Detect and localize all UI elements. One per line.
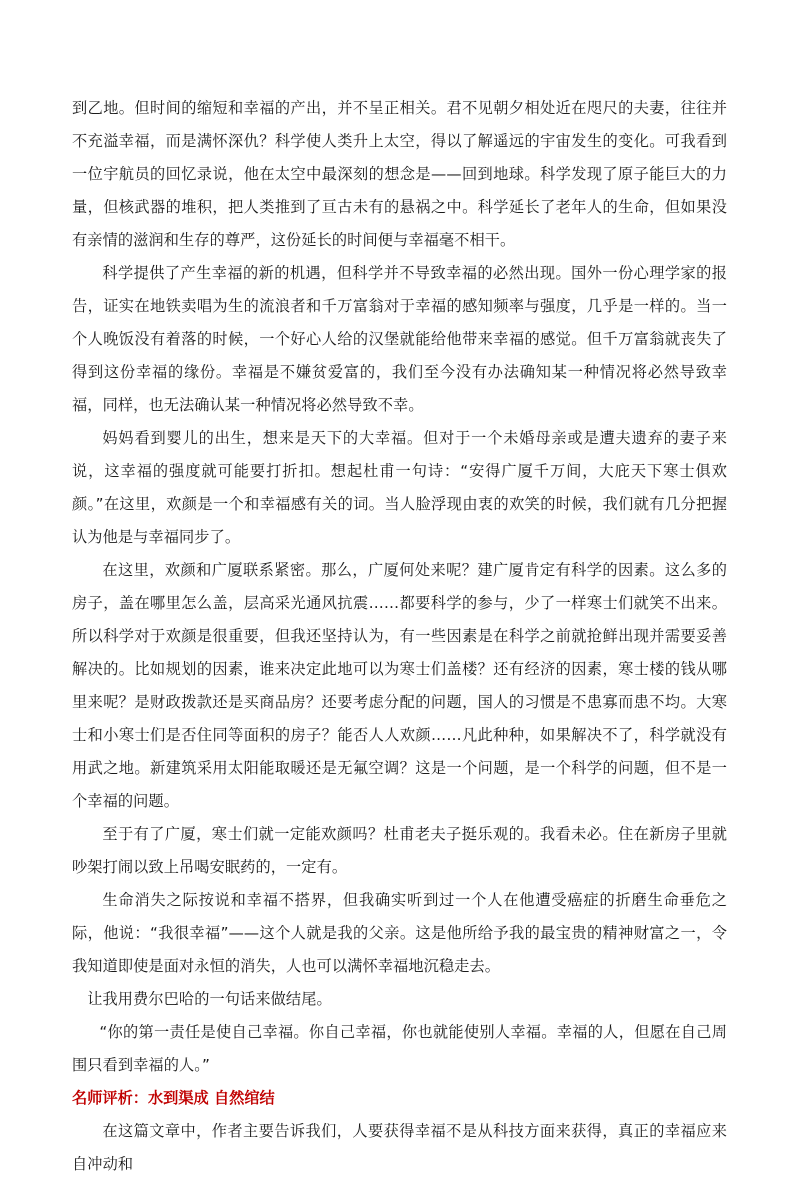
paragraph-science-opportunity: 科学提供了产生幸福的新的机遇，但科学并不导致幸福的必然出现。国外一份心理学家的报告，证实在地铁卖唱为生的流浪者和千万富翁对于幸福的感知频率与强度，几乎是一样的。当一个人晚饭没有着落的时候，一个好心人给的汉堡就能给他带来幸福的感觉。但千万富翁就丧失了得到这份幸福的缘份。幸福是不嫌贫爱富的，我们至今没有办法确知某一种情况将必然导致幸福，同样，也无法确认某一种情况将必然导致不幸。: [72, 264, 727, 414]
paragraph-new-house: 至于有了广厦，寒士们就一定能欢颜吗？杜甫老夫子挺乐观的。我看未必。住在新房子里就吵架打闹以致上吊喝安眠药的，一定有。: [72, 825, 727, 876]
critic-heading: 名师评析：水到渠成 自然绾结: [72, 1089, 275, 1107]
paragraph-continuation: 到乙地。但时间的缩短和幸福的产出，并不呈正相关。君不见朝夕相处近在咫尺的夫妻，往往并不充溢幸福，而是满怀深仇？科学使人类升上太空，得以了解遥远的宇宙发生的变化。可我看到一位宇航员的回忆录说，他在太空中最深刻的想念是——回到地球。科学发现了原子能巨大的力量，但核武器的堆积，把人类推到了亘古未有的悬祸之中。科学延长了老年人的生命，但如果没有亲情的滋润和生存的尊严，这份延长的时间便与幸福毫不相干。: [72, 99, 727, 249]
paragraph-father: 生命消失之际按说和幸福不搭界，但我确实听到过一个人在他遭受癌症的折磨生命垂危之际，他说：“我很幸福”——这个人就是我的父亲。这是他所给予我的最宝贵的精神财富之一，令我知道即使是面对永恒的消失，人也可以满怀幸福地沉稳走去。: [72, 891, 727, 975]
paragraph-ending-intro: 让我用费尔巴哈的一句话来做结尾。: [87, 990, 332, 1008]
paragraph-guangsha: 在这里，欢颜和广厦联系紧密。那么，广厦何处来呢？建广厦肯定有科学的因素。这么多的房子，盖在哪里怎么盖，层高采光通风抗震……都要科学的参与，少了一样寒士们就笑不出来。所以科学对于欢颜是很重要，但我还坚持认为，有一些因素是在科学之前就抢鲜出现并需要妥善解决的。比如规划的因素，谁来决定此地可以为寒士们盖楼？还有经济的因素，寒士楼的钱从哪里来呢？是财政拨款还是买商品房？还要考虑分配的问题，国人的习惯是不患寡而患不均。大寒士和小寒士们是否住同等面积的房子？能否人人欢颜……凡此种种，如果解决不了，科学就没有用武之地。新建筑采用太阳能取暖还是无氟空调？这是一个问题，是一个科学的问题，但不是一个幸福的问题。: [72, 561, 727, 810]
document-page: [72, 92, 727, 1181]
critic-paragraph: 在这篇文章中，作者主要告诉我们，人要获得幸福不是从科技方面来获得，真正的幸福应来自冲动和: [72, 1122, 727, 1173]
paragraph-feuerbach-quote: “你的第一责任是使自己幸福。你自己幸福，你也就能使别人幸福。幸福的人，但愿在自己周围只看到幸福的人。”: [72, 1023, 727, 1074]
paragraph-mother-baby: 妈妈看到婴儿的出生，想来是天下的大幸福。但对于一个未婚母亲或是遭夫遗弃的妻子来说，这幸福的强度就可能要打折扣。想起杜甫一句诗：“安得广厦千万间，大庇天下寒士俱欢颜。”在这里，欢颜是一个和幸福感有关的词。当人脸浮现由衷的欢笑的时候，我们就有几分把握认为他是与幸福同步了。: [72, 429, 727, 546]
